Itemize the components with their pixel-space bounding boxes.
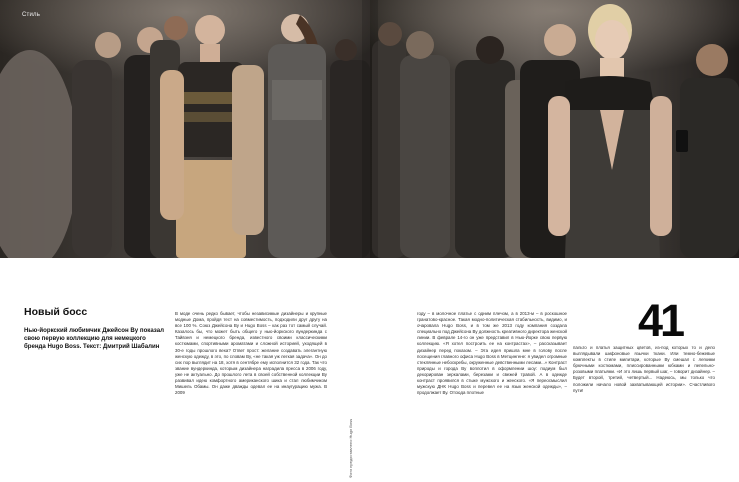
photo-credit-container: [348, 418, 356, 478]
text-column-1: [175, 311, 327, 396]
column-3-text: пальто и платья защитных цветов, из-под которых то и дело выглядывали шифоновые язычки ткани. Или темно-бежевые комплекты в стиле милитари, которые Ву смешал с легкими брючными костюмами, плиссированными юбками и пепельно-розовыми платьями. «И это лишь первый шаг, – говорит дизайнер. – Будет второй, третий, четвертый... Надеюсь, мы только что положили начало новой захватывающей истории». Счастливого пути!: [573, 345, 715, 393]
article-lede: Нью-йоркский любимчик Джейсон Ву показал свою первую коллекцию для немецкого бренда Hugo Boss. Текст: Дмитрий Шабалин: [24, 327, 165, 351]
photo-credit: Фото предоставлено Hugo Boss: [348, 418, 353, 478]
column-1-text: В моде очень редко бывает, чтобы независимые дизайнеры и крупные модные Дома, пройдя тест на совместимость, подходили друг другу на все 100 %. Союз Джейсона Ву и Hugo Boss – как раз тот самый случай. Казалось бы, что может быть общего у нью-йоркского вундеркинда с Тайвэня и немецкого бренда, известного своими классическими костюмами, спортивными ароматами и сложной историей, уходящей в 30-е годы прошлого века? Ответ прост: желание создавать элегантную женскую одежду, в это, по словам Ву, «не такая уж легкая задача». Он до сих пор выглядит на 18, хотя в сентябре ему исполнится 32 года. Так что звание вундеркинда, которым дизайнера наградила пресса в 2006 году, уже не актуально. До прошлого лета в своей собственной коллекции Ву развивал идею комфортного американского шика и стал любимчиком Мишель Обамы. Он даже дважды одевал ее на инаугурацию мужа. В 2009: [175, 311, 327, 396]
section-label: Стиль: [22, 12, 41, 18]
page-number: 41: [638, 295, 683, 346]
column-2-text: году – в молочное платье с одним плечом, а в 2013-м – в роскошное гранатово-красное. Такая модно-политическая стабильность, видимо, и очаровала Hugo Boss, и в том же 2013 году компания создала специально под Джейсона Ву должность креативного директора женской линии. В феврале 14-го он уже представил в Нью-Йорке свою первую коллекцию. «Я хотел построить ее на контрастах», – рассказывает дизайнер перед показом. – Эта идея пришла мне в голову после посещения главного офиса Hugo Boss в Метцингене: я увидел огромные стеклянные небоскребы, окруженные девственными лесами...» Контраст природы и города Ву воплотил в оформлении шоу: подиум был декорирован зеркалами, березами и свежей травой. А в одежде контраст проявился в стыке мужского и женского. «Я переосмыслил мужскую ДНК Hugo Boss и перевел ее на язык женской одежды», – продолжает Ву. Отсюда плотные: [417, 311, 567, 396]
text-column-2: [417, 311, 567, 396]
text-column-3: [573, 345, 715, 394]
article-headline: Новый босс: [24, 306, 88, 318]
